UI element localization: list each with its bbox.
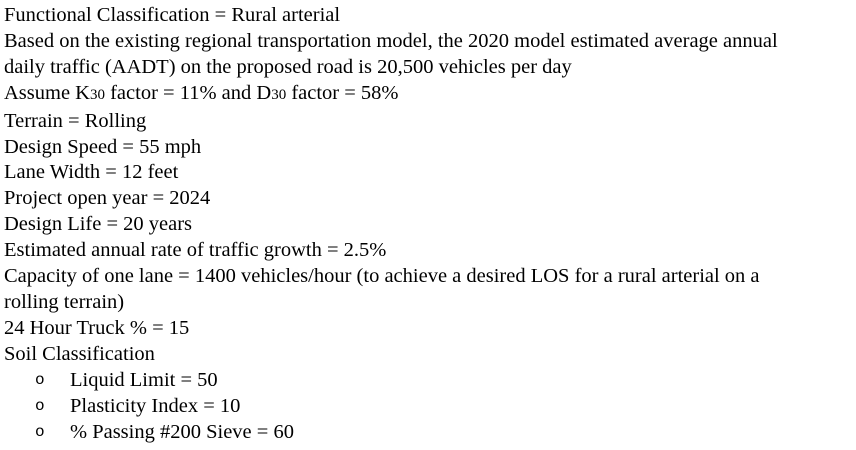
lane-capacity-line-2: rolling terrain) [4,290,125,313]
list-item-text: Plasticity Index = 10 [70,394,241,417]
k-subscript: 30 [89,86,105,103]
list-item [4,368,854,394]
lane-capacity-line-1: Capacity of one lane = 1400 vehicles/hour (to achieve a desired LOS for a rural arterial on a [4,265,760,288]
truck-percent: 24 Hour Truck % = 15 [4,316,190,339]
k-d-factor-assumption [4,81,854,109]
list-item [4,420,854,446]
project-open-year: Project open year = 2024 [4,187,211,210]
bullet-marker-icon: o [35,370,45,389]
list-item [4,394,854,420]
d-subscript: 30 [271,86,287,103]
bullet-marker-icon: o [35,396,45,415]
lane-width: Lane Width = 12 feet [4,161,179,184]
design-life: Design Life = 20 years [4,213,193,236]
design-speed: Design Speed = 55 mph [4,135,202,158]
terrain: Terrain = Rolling [4,109,147,132]
design-criteria-document [4,3,854,445]
d-factor-text: factor = 58% [286,81,399,104]
bullet-marker-icon: o [35,422,45,441]
soil-classification-list [4,368,854,446]
list-item-text: Liquid Limit = 50 [70,368,218,391]
assume-k-text: Assume K [4,81,90,104]
aadt-statement-line-1: Based on the existing regional transportation model, the 2020 model estimated average annual [4,29,778,52]
list-item-text: % Passing #200 Sieve = 60 [70,420,294,443]
aadt-statement-line-2: daily traffic (AADT) on the proposed road is 20,500 vehicles per day [4,55,572,78]
k-factor-text: factor = 11% and D [104,81,272,104]
soil-classification-heading: Soil Classification [4,342,155,365]
functional-classification: Functional Classification = Rural arterial [4,4,341,26]
traffic-growth-rate: Estimated annual rate of traffic growth = 2.5% [4,239,387,262]
